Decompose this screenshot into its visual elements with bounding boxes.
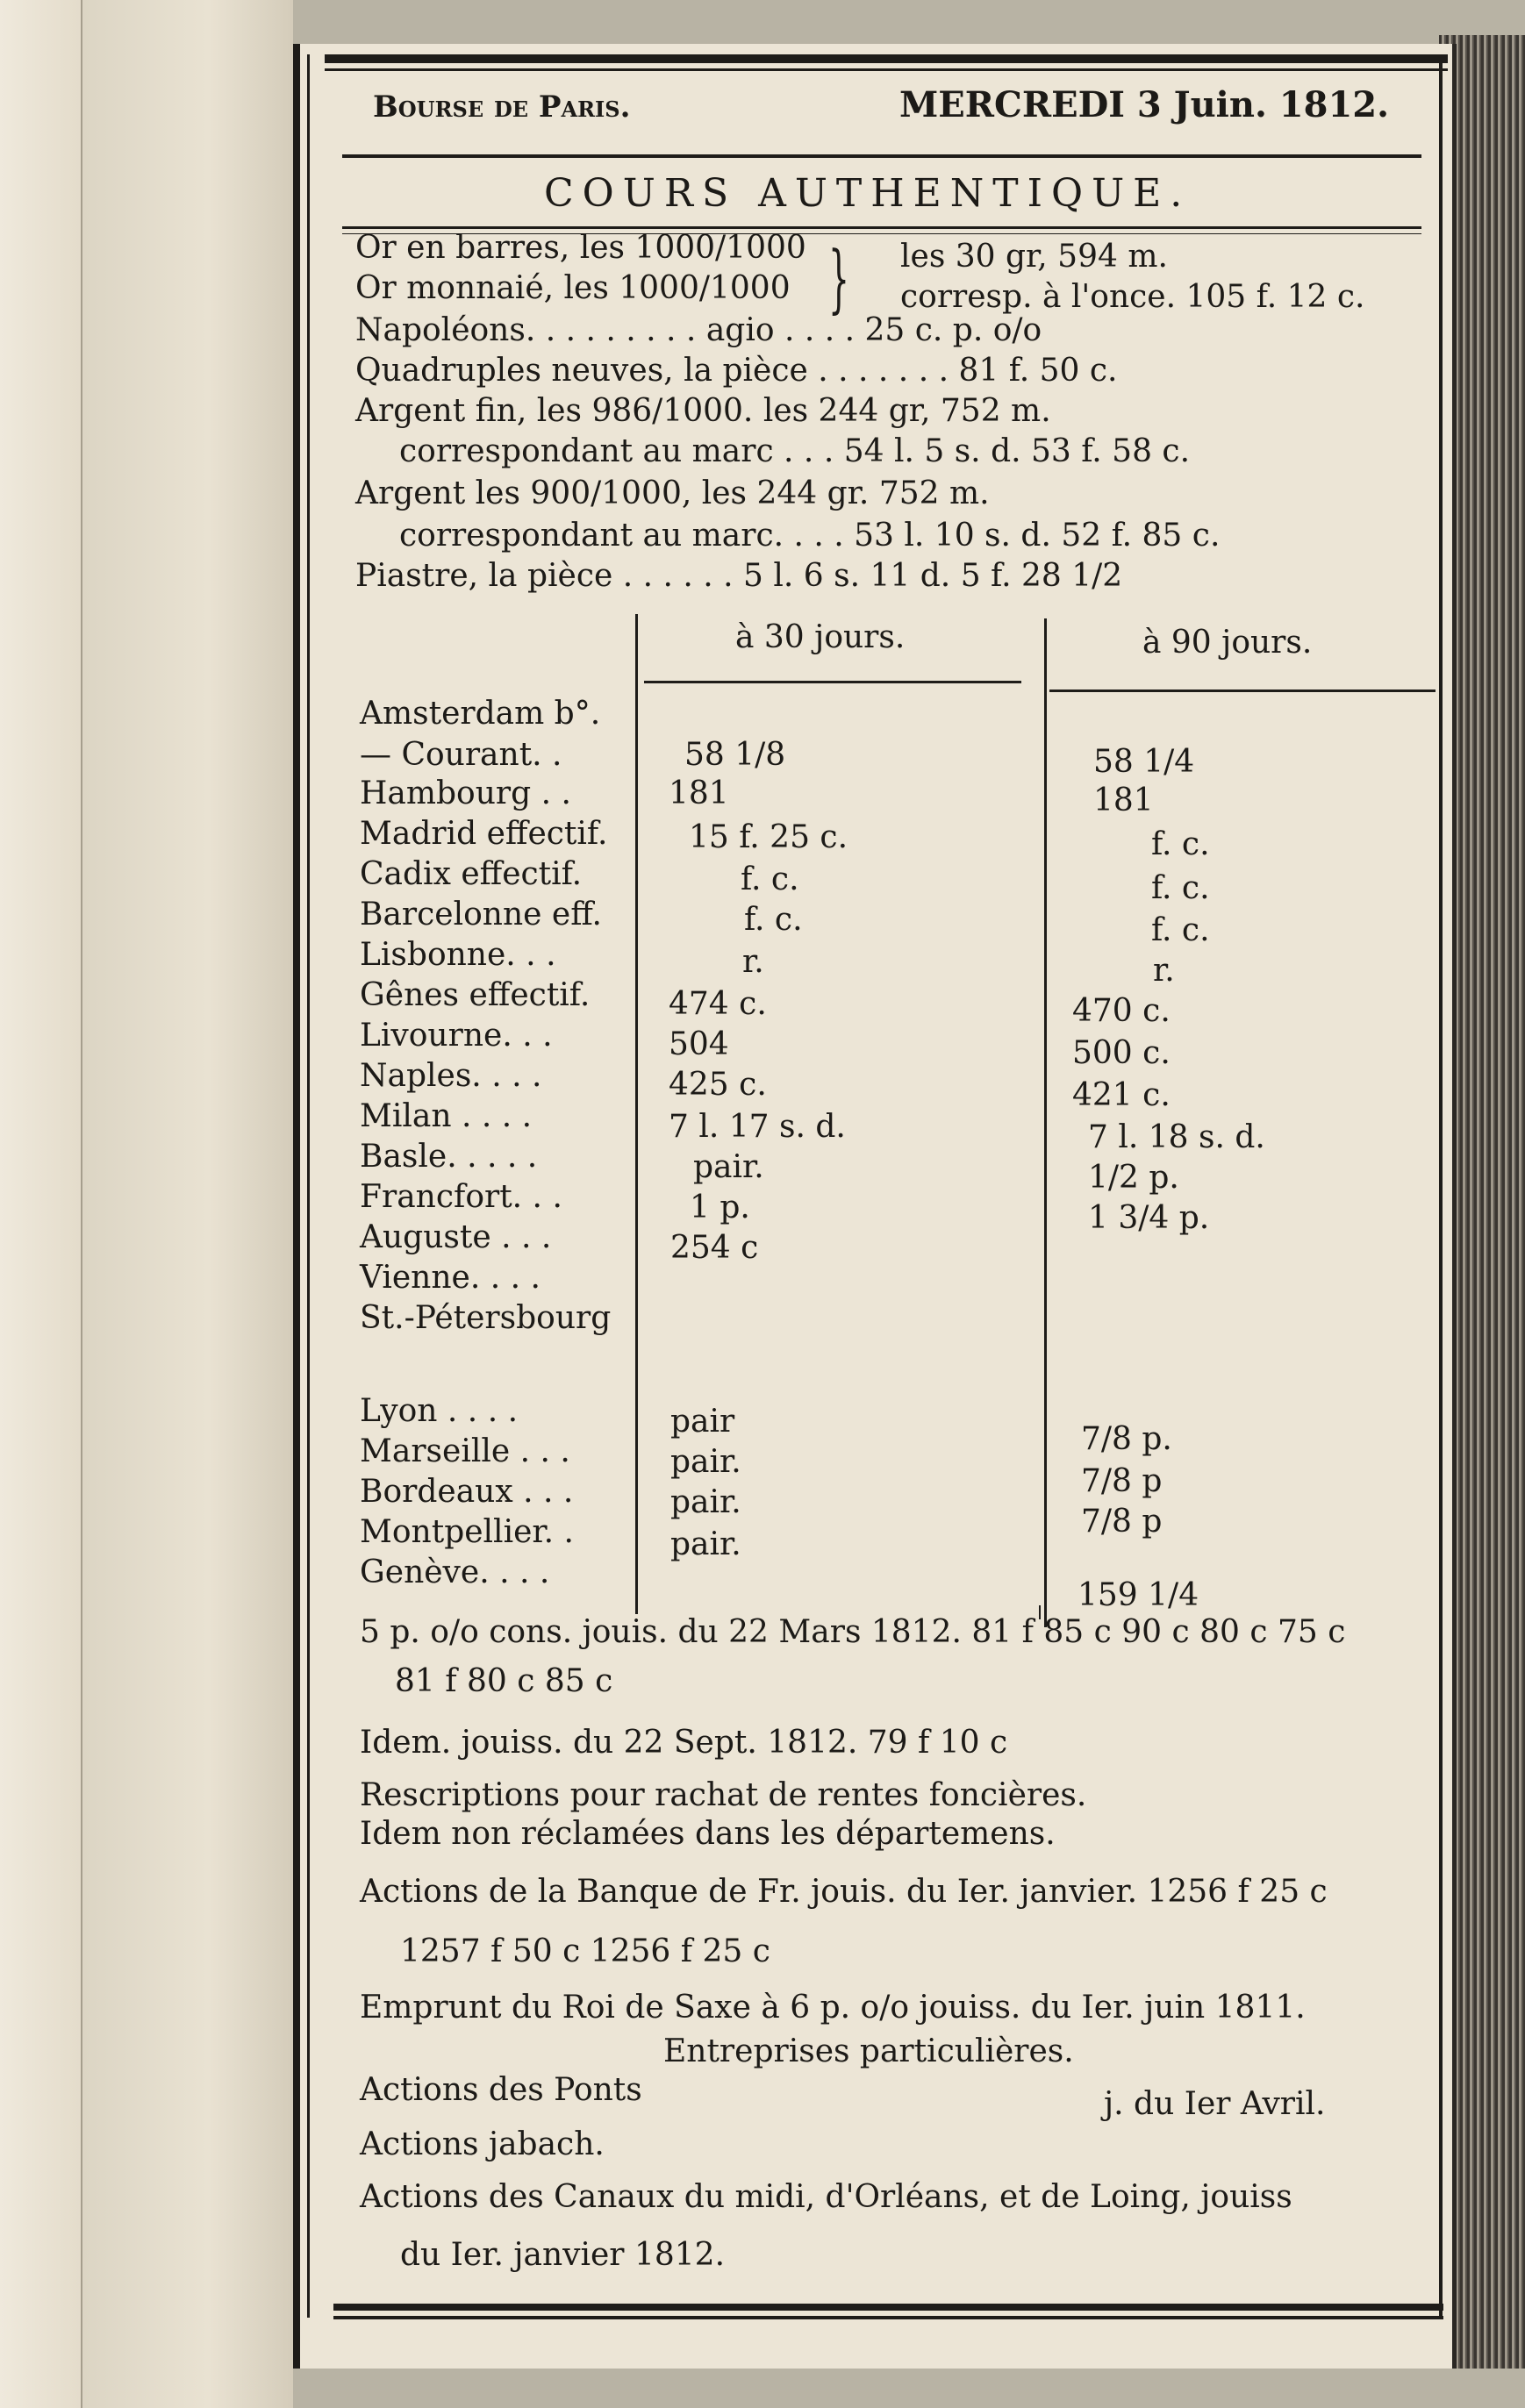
col90-header: à 90 jours.: [1142, 625, 1313, 661]
metal-line-argent-900: Argent les 900/1000, les 244 gr. 752 m.: [355, 475, 990, 511]
metal-line-napoleons: Napoléons. . . . . . . . . agio . . . . 25 c. p. o/o: [355, 312, 1042, 348]
domestic-place: Montpellier. .: [360, 1514, 574, 1550]
metal-line-piastre: Piastre, la pièce . . . . . . 5 l. 6 s. 11 d. 5 f. 28 1/2: [355, 558, 1123, 594]
book-gutter: [82, 0, 293, 2408]
domestic-rate-30: pair: [670, 1404, 735, 1440]
frame-border-right: [1439, 54, 1443, 2318]
exchange-rate-30: 254 c: [670, 1230, 759, 1266]
fund-idem: Idem. jouiss. du 22 Sept. 1812. 79 f 10 c: [360, 1725, 1008, 1761]
exchange-rate-30: 1 p.: [690, 1190, 750, 1225]
exchange-rate-90: 181: [1093, 782, 1154, 818]
header-bourse: Bourse de Paris.: [373, 89, 631, 125]
exchange-rate-30: 425 c.: [669, 1067, 767, 1103]
domestic-rate-90: 7/8 p.: [1081, 1421, 1172, 1457]
domestic-place: Genève. . . .: [360, 1554, 550, 1590]
fund-banque-line-2: 1257 f 50 c 1256 f 25 c: [400, 1933, 770, 1969]
exchange-rate-30: 7 l. 17 s. d.: [669, 1109, 846, 1145]
exchange-rate-90: 7 l. 18 s. d.: [1088, 1119, 1265, 1155]
domestic-place: Bordeaux . . .: [360, 1474, 574, 1510]
domestic-rate-90: 7/8 p: [1081, 1463, 1163, 1499]
domestic-rate-90: 7/8 p: [1081, 1504, 1163, 1540]
exchange-rate-30: 504: [669, 1026, 729, 1062]
exchange-place: Barcelonne eff.: [360, 897, 602, 932]
exchange-rate-90: 500 c.: [1072, 1035, 1171, 1071]
fund-rescriptions-idem: Idem non réclamées dans les départemens.: [360, 1816, 1056, 1852]
exchange-place: Hambourg . .: [360, 775, 571, 811]
exchange-rate-30: pair.: [693, 1149, 764, 1185]
exchange-place: Lisbonne. . .: [360, 937, 556, 973]
exchange-place: Amsterdam b°.: [360, 696, 601, 732]
exchange-rate-30: 58 1/8: [684, 737, 786, 773]
exchange-column-rule-1: [635, 614, 638, 1614]
left-page-edge: [0, 0, 82, 2408]
exchange-place: Cadix effectif.: [360, 856, 583, 892]
domestic-place: Marseille . . .: [360, 1433, 570, 1469]
exchange-place: St.-Pétersbourg: [360, 1300, 612, 1336]
domestic-rate-90: 159 1/4: [1078, 1577, 1199, 1613]
exchange-rate-30: 181: [669, 775, 729, 811]
metal-line-1-left: Or en barres, les 1000/1000: [355, 230, 806, 266]
fund-actions-jabach: Actions jabach.: [360, 2126, 605, 2162]
frame-border-top: [325, 54, 1448, 63]
exchange-rate-90: f. c.: [1151, 870, 1210, 906]
exchange-place: Livourne. . .: [360, 1018, 553, 1054]
fund-canaux-line-1: Actions des Canaux du midi, d'Orléans, et de Loing, jouiss: [360, 2179, 1292, 2215]
fund-cons-line-2: 81 f 80 c 85 c: [395, 1663, 613, 1699]
domestic-place: Lyon . . . .: [360, 1393, 519, 1429]
col30-header-rule: [644, 681, 1021, 683]
metal-line-quadruples: Quadruples neuves, la pièce . . . . . . . 81 f. 50 c.: [355, 353, 1118, 389]
exchange-rate-90: 470 c.: [1072, 993, 1171, 1029]
exchange-rate-90: f. c.: [1151, 912, 1210, 948]
exchange-rate-30: r.: [742, 944, 764, 980]
exchange-place: Francfort. . .: [360, 1179, 562, 1215]
header-rule: [342, 154, 1421, 158]
fund-cons-line-1: 5 p. o/o cons. jouis. du 22 Mars 1812. 81 f 85 c 90 c 80 c 75 c: [360, 1614, 1346, 1650]
exchange-place: Milan . . . .: [360, 1098, 533, 1134]
col90-header-rule: [1049, 690, 1436, 692]
domestic-rate-30: pair.: [670, 1526, 741, 1562]
exchange-rate-30: 474 c.: [669, 986, 767, 1022]
exchange-rate-90: r.: [1153, 953, 1175, 989]
exchange-rate-90: f. c.: [1151, 826, 1210, 862]
frame-border-bottom-inner: [333, 2316, 1443, 2319]
fund-actions-ponts: Actions des Ponts: [360, 2072, 642, 2108]
brace-glyph: }: [828, 235, 850, 321]
domestic-rate-30: pair.: [670, 1484, 741, 1520]
fund-canaux-line-2: du Ier. janvier 1812.: [400, 2237, 726, 2273]
exchange-place: Madrid effectif.: [360, 816, 608, 852]
fund-actions-ponts-date: j. du Ier Avril.: [1104, 2086, 1326, 2122]
exchange-rate-30: 15 f. 25 c.: [689, 819, 848, 855]
metal-line-2-right: corresp. à l'once. 105 f. 12 c.: [900, 279, 1365, 315]
section-entreprises: Entreprises particulières.: [663, 2033, 1074, 2069]
frame-border-left: [307, 54, 310, 2318]
exchange-place: Vienne. . . .: [360, 1260, 541, 1296]
fund-banque-line-1: Actions de la Banque de Fr. jouis. du Ier. janvier. 1256 f 25 c: [360, 1874, 1328, 1910]
exchange-rate-90: 58 1/4: [1093, 744, 1195, 780]
exchange-rate-90: 421 c.: [1072, 1077, 1171, 1113]
exchange-place: Gênes effectif.: [360, 977, 591, 1013]
title-rule: [342, 226, 1421, 229]
page-title: COURS AUTHENTIQUE.: [544, 171, 1192, 216]
fund-rescriptions: Rescriptions pour rachat de rentes foncières.: [360, 1777, 1087, 1813]
exchange-column-rule-2: [1044, 618, 1047, 1627]
exchange-place: — Courant. .: [360, 737, 562, 773]
domestic-rate-30: pair.: [670, 1444, 741, 1480]
col30-header: à 30 jours.: [735, 619, 906, 655]
exchange-rate-90: 1 3/4 p.: [1088, 1200, 1210, 1236]
fund-emprunt-saxe: Emprunt du Roi de Saxe à 6 p. o/o jouiss. du Ier. juin 1811.: [360, 1990, 1306, 2026]
metal-line-argent-900-marc: correspondant au marc. . . . 53 l. 10 s. d. 52 f. 85 c.: [399, 518, 1221, 554]
exchange-rate-90: 1/2 p.: [1088, 1160, 1179, 1196]
header-date: MERCREDI 3 Juin. 1812.: [899, 84, 1390, 125]
exchange-place: Basle. . . . .: [360, 1139, 538, 1175]
exchange-place: Naples. . . .: [360, 1058, 542, 1094]
frame-border-bottom: [333, 2304, 1443, 2311]
metal-line-1-right: les 30 gr, 594 m.: [900, 239, 1168, 275]
metal-line-argent-fin-marc: correspondant au marc . . . 54 l. 5 s. d. 53 f. 58 c.: [399, 433, 1191, 469]
exchange-rate-30: f. c.: [741, 861, 799, 897]
metal-line-argent-fin: Argent fin, les 986/1000. les 244 gr, 752 m.: [355, 393, 1051, 429]
exchange-place: Auguste . . .: [360, 1219, 552, 1255]
metal-line-2-left: Or monnaié, les 1000/1000: [355, 270, 791, 306]
frame-border-top-inner: [325, 68, 1448, 71]
exchange-rate-30: f. c.: [744, 902, 803, 938]
